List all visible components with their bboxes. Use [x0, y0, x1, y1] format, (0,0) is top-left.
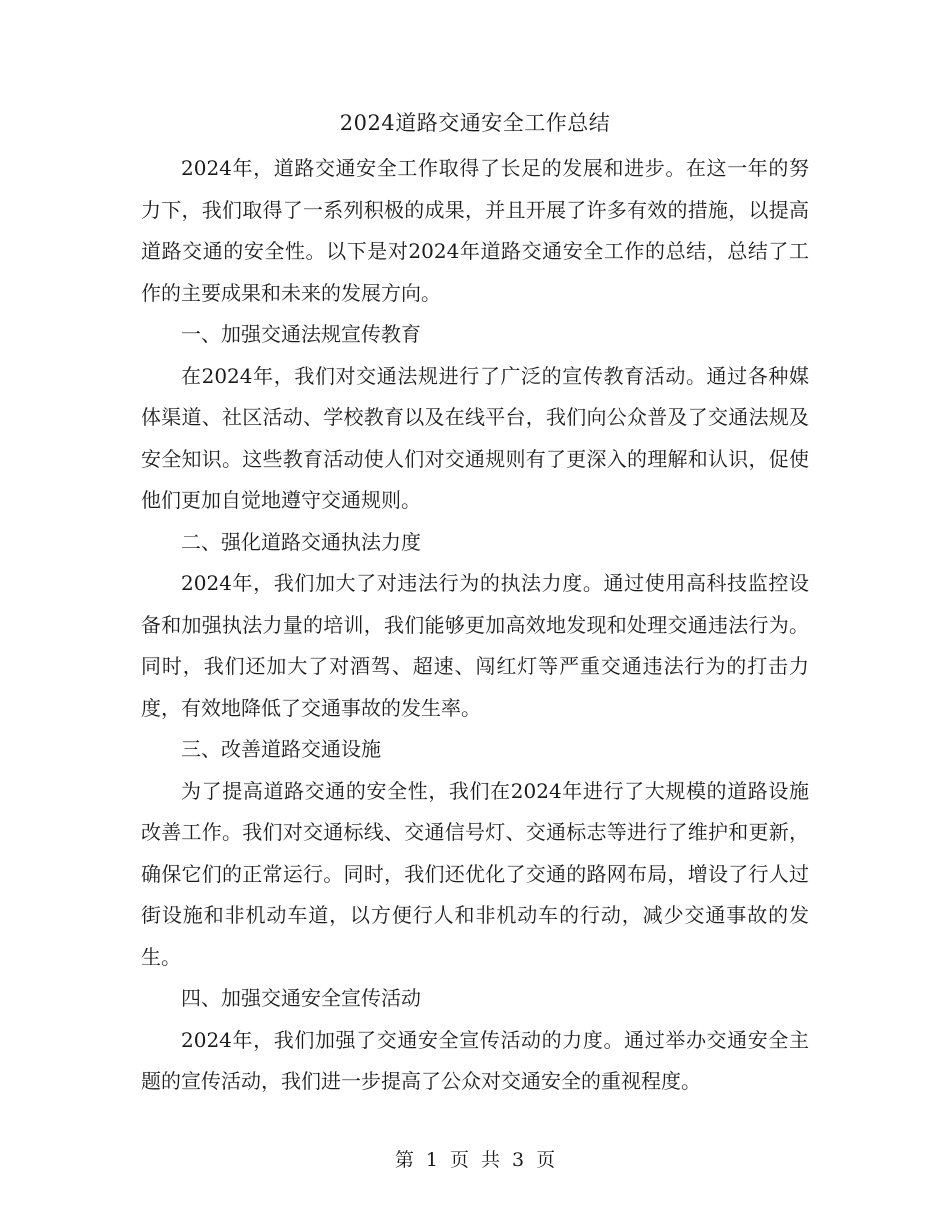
section-paragraph-3: 为了提高道路交通的安全性，我们在2024年进行了大规模的道路设施改善工作。我们对交通标线、交通信号灯、交通标志等进行了维护和更新，确保它们的正常运行。同时，我们还优化了交通的路网布局，增设了行人过街设施和非机动车道，以方便行人和非机动车的行动，减少交通事故的发生。: [141, 778, 809, 969]
section-heading-3: 三、改善道路交通设施: [181, 737, 381, 761]
section-paragraph-1: 在2024年，我们对交通法规进行了广泛的宣传教育活动。通过各种媒体渠道、社区活动、学校教育以及在线平台，我们向公众普及了交通法规及安全知识。这些教育活动使人们对交通规则有了更深入的理解和认识，促使他们更加自觉地遵守交通规则。: [141, 363, 809, 512]
document-title: 2024道路交通安全工作总结: [339, 111, 611, 135]
section-paragraph-2: 2024年，我们加大了对违法行为的执法力度。通过使用高科技监控设备和加强执法力量的培训，我们能够更加高效地发现和处理交通违法行为。同时，我们还加大了对酒驾、超速、闯红灯等严重交通违法行为的打击力度，有效地降低了交通事故的发生率。: [141, 571, 809, 720]
section-heading-2: 二、强化道路交通执法力度: [181, 529, 421, 554]
section-paragraph-4: 2024年，我们加强了交通安全宣传活动的力度。通过举办交通安全主题的宣传活动，我们进一步提高了公众对交通安全的重视程度。: [141, 1027, 809, 1093]
section-heading-1: 一、加强交通法规宣传教育: [181, 322, 421, 346]
document-body: [141, 148, 809, 1103]
section-heading-4: 四、加强交通安全宣传活动: [181, 986, 421, 1010]
intro-paragraph: 2024年，道路交通安全工作取得了长足的发展和进步。在这一年的努力下，我们取得了一系列积极的成果，并且开展了许多有效的措施，以提高道路交通的安全性。以下是对2024年道路交通安全工作的总结，总结了工作的主要成果和未来的发展方向。: [141, 156, 809, 305]
page-number-footer: 第 1 页 共 3 页: [394, 1149, 556, 1171]
